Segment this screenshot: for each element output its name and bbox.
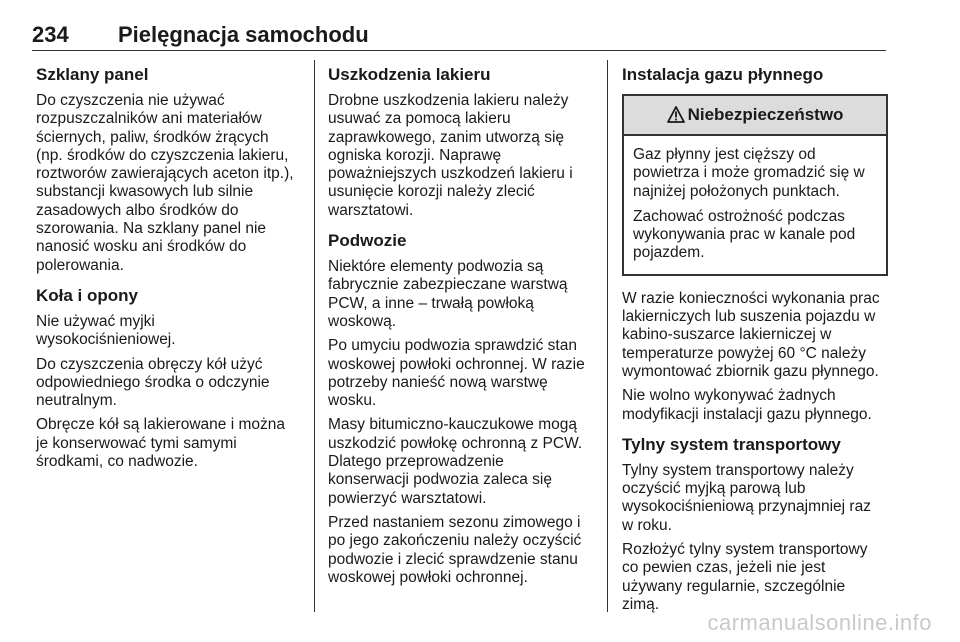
danger-box bbox=[622, 94, 888, 276]
paragraph: Tylny system transportowy należy oczyścić myjką parową lub wysokociśnieniową przynajmniej raz w roku. bbox=[622, 461, 871, 534]
paragraph: Drobne uszkodzenia lakieru należy usuwać za pomocą lakieru zaprawkowego, zanim utworzą się ogniska korozji. Naprawę poważniejszych uszkodzeń lakieru i usunięcie korozji należy zlecić warsztatowi. bbox=[328, 92, 573, 219]
heading-glass-panel: Szklany panel bbox=[36, 65, 149, 84]
column-divider bbox=[314, 60, 315, 612]
column-2 bbox=[328, 64, 594, 593]
danger-box-title: Niebezpieczeństwo bbox=[687, 105, 844, 124]
danger-box-body bbox=[624, 136, 886, 274]
heading-rear-carrier: Tylny system transportowy bbox=[622, 434, 841, 454]
paragraph: Rozłożyć tylny system transportowy co pewien czas, jeżeli nie jest używany regularnie, szczególnie zimą. bbox=[622, 541, 868, 613]
page-title: Pielęgnacja samochodu bbox=[118, 22, 369, 47]
paragraph: Do czyszczenia nie używać rozpuszczalników ani materiałów ściernych, paliw, środków żrących (np. środków do czyszczenia lakieru, roztworów zawierających aceton itp.), substancji kwasowych lub silnie zasadowych albo środków do szorowania. Na szklany panel nie nanosić wosku ani środków do polerowania. bbox=[36, 92, 294, 274]
heading-underbody: Podwozie bbox=[328, 231, 407, 251]
paragraph: Gaz płynny jest cięższy od powietrza i może gromadzić się w najniżej położonych punktach. bbox=[633, 146, 865, 200]
paragraph: Przed nastaniem sezonu zimowego i po jego zakończeniu należy oczyścić podwozie i zlecić sprawdzenie stanu woskowej powłoki ochronnej. bbox=[328, 513, 582, 586]
heading-wheels-tyres: Koła i opony bbox=[36, 285, 138, 305]
warning-triangle-icon bbox=[667, 106, 685, 123]
paragraph: Nie wolno wykonywać żadnych modyfikacji instalacji gazu płynnego. bbox=[622, 387, 872, 423]
heading-paint-damage: Uszkodzenia lakieru bbox=[328, 65, 491, 84]
page-header bbox=[32, 22, 886, 52]
paragraph: Po umyciu podwozia sprawdzić stan woskowej powłoki ochronnej. W razie potrzeby nanieść nową warstwę wosku. bbox=[328, 337, 585, 410]
header-rule bbox=[32, 50, 886, 51]
paragraph: Nie używać myjki wysokociśnieniowej. bbox=[36, 312, 176, 349]
column-3 bbox=[622, 64, 888, 620]
heading-lpg-system: Instalacja gazu płynnego bbox=[622, 65, 824, 84]
paragraph: Niektóre elementy podwozia są fabrycznie zabezpieczane warstwą PCW, a inne – trwałą powłoką woskową. bbox=[328, 258, 568, 330]
paragraph: Zachować ostrożność podczas wykonywania prac w kanale pod pojazdem. bbox=[633, 207, 856, 262]
paragraph: Do czyszczenia obręczy kół użyć odpowiedniego środka o odczynie neutralnym. bbox=[36, 355, 270, 410]
danger-box-header bbox=[624, 96, 886, 136]
paragraph: W razie konieczności wykonania prac lakierniczych lub suszenia pojazdu w kabino-suszarce lakierniczej w temperaturze powyżej 60 °C należy wymontować zbiornik gazu płynnego. bbox=[622, 289, 880, 380]
column-divider bbox=[607, 60, 608, 612]
paragraph: Masy bitumiczno-kauczukowe mogą uszkodzić powłokę ochronną z PCW. Dlatego przeprowadzenie konserwacji podwozia zaleca się powierzyć warsztatowi. bbox=[328, 416, 583, 507]
watermark: carmanualsonline.info bbox=[707, 610, 932, 635]
page-number: 234 bbox=[32, 22, 69, 47]
column-1 bbox=[36, 64, 304, 477]
paragraph: Obręcze kół są lakierowane i można je konserwować tymi samymi środkami, co nadwozie. bbox=[36, 416, 285, 471]
